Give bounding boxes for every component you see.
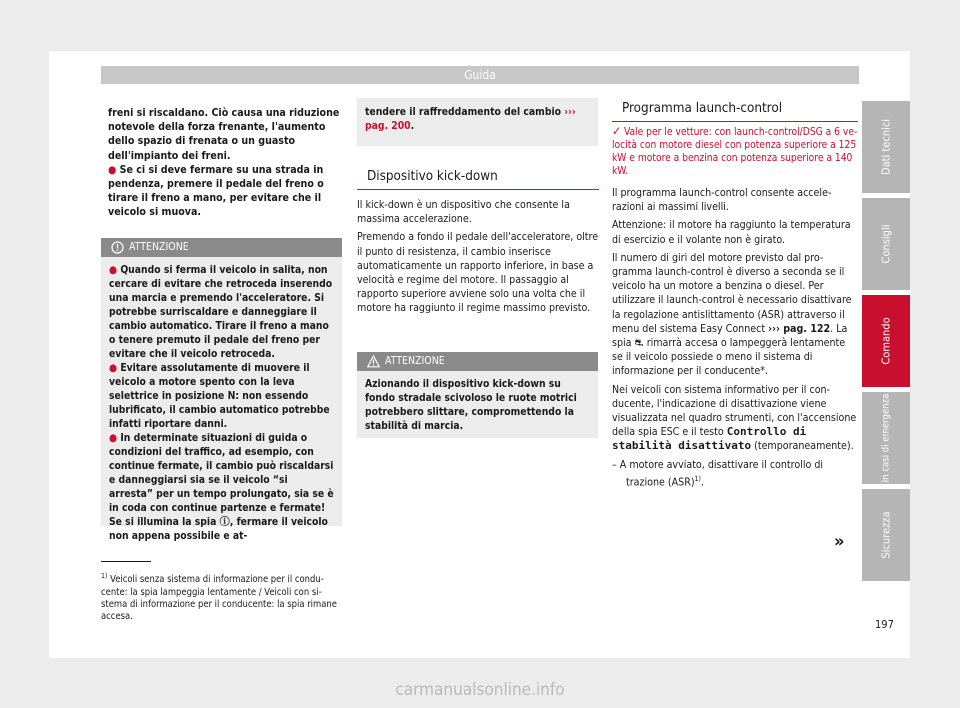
footnote (101, 570, 341, 624)
tab-emergenza[interactable] (862, 392, 910, 484)
tab-label: In casi di emergenza (880, 393, 892, 483)
continued-tail: . (410, 120, 415, 132)
footnote-mark: 1) (101, 572, 108, 580)
continued-text: tendere il raffreddamento del cambio (365, 106, 561, 118)
launch-p3 (612, 251, 858, 379)
tab-label: Sicurezza (879, 511, 893, 559)
launch-p1: Il programma launch-control consente accelerazioni ai massimi livelli. (612, 187, 832, 214)
warning-box-1 (101, 238, 342, 542)
checkmark-icon: ✓ (612, 124, 622, 138)
page-link[interactable]: ››› pag. 200 (365, 106, 576, 132)
tab-comando[interactable] (862, 295, 910, 387)
tab-label: Consigli (879, 224, 893, 264)
tab-consigli[interactable] (862, 198, 910, 290)
tab-label: Dati tecnici (879, 118, 893, 176)
warning-item (109, 361, 334, 431)
section-title-launch-control: Programma launch-control (622, 101, 783, 116)
warning-box-2 (357, 352, 598, 438)
kickdown-p2: Premendo a fondo il pedale dell'acceleratore, oltre il punto di resistenza, il cambio inserisce automaticamente un rapporto inferiore, in base a velocità e regime del motore. Il passaggio al rapporto superiore avviene solo una volta che il motore ha raggiunto il regime massimo previsto. (357, 231, 599, 315)
warning-text: Azionando il dispositivo kick-down su fondo stradale scivoloso le ruote motrici potrebbero slittare, compromettendo la stabilità di marcia. (365, 378, 577, 432)
warning-item-text: In determinate situazioni di guida o condizioni del traffico, ad esempio, con continue fermate, il cambio può riscaldarsi e danneggiarsi sia se il veicolo “si arresta” per un tempo prolungato, sia se è in coda con continue partenze e fermate! Se si illumina la spia ⓘ, fermare il veicolo non appena possibile e at- (109, 432, 334, 542)
col3-text (612, 125, 858, 490)
warning-item (109, 263, 334, 361)
warning-label: ATTENZIONE (129, 241, 189, 253)
warning-label: ATTENZIONE (385, 355, 445, 367)
continued-warning-body (357, 98, 598, 139)
bullet-text: Se ci si deve fermare su una strada in pendenza, premere il pedale del freno o tirare il freno a mano, per evitare che il veicolo si muova. (108, 163, 324, 219)
section-underline (357, 189, 599, 190)
validity-text: Vale per le vetture: con launch-control/DSG a 6 velocità con motore diesel con potenza superiore a 125 kW e motore a benzina con potenza superiore a 140 kW. (612, 127, 858, 177)
warning-item-text: Quando si ferma il veicolo in salita, non cercare di evitare che retroceda inserendo una marcia e premendo l'acceleratore. Si potrebbe surriscaldare e danneggiare il cambio automatico. Tirare il freno a mano o tenere premuto il pedale del freno per evitare che il veicolo retroceda. (109, 264, 333, 360)
launch-p4-tail: (temporaneamente). (754, 440, 854, 453)
tab-label: Comando (879, 317, 893, 365)
launch-p3-tail: . La spia ⛐ rimarrà accesa o lampeggerà lentamente se il veicolo possiede o meno il sistema di informazione per il conducente*. (612, 322, 848, 378)
section-title-kickdown: Dispositivo kick-down (367, 169, 498, 184)
tab-sicurezza[interactable] (862, 489, 910, 581)
footnote-divider (101, 561, 151, 562)
launch-p2: Attenzione: il motore ha raggiunto la temperatura di esercizio e il volante non è girato. (612, 219, 851, 246)
footnote-text: Veicoli senza sistema di informazione per il conducente: la spia lampeggia lentamente / Veicoli con sistema di informazione per il conducente: la spia rimane accesa. (101, 574, 337, 623)
warning-header (357, 352, 598, 371)
watermark: carmanualsonline.info (395, 680, 565, 700)
kickdown-p1: Il kick-down è un dispositivo che consente la massima accelerazione. (357, 199, 570, 226)
page-link[interactable]: ››› pag. 122 (768, 322, 831, 335)
info-circle-icon (111, 241, 124, 254)
continued-warning-box (357, 98, 598, 146)
tab-dati-tecnici[interactable] (862, 101, 910, 193)
warning-triangle-icon (367, 355, 380, 368)
step-item: – A motore avviato, disattivare il controllo di trazione (ASR)$^{1)}$. (612, 458, 824, 489)
validity-note (612, 125, 858, 178)
col2-text (357, 198, 600, 316)
bullet-dot-icon: ● (109, 264, 121, 276)
warning-item-text: Evitare assolutamente di muovere il veicolo a motore spento con la leva selettrice in posizione N: non essendo lubrificato, il cambio automatico potrebbe infatti riportare danni. (109, 362, 330, 430)
step-tail: . (701, 476, 705, 489)
continue-mark: » (834, 531, 845, 552)
warning-item (109, 431, 334, 543)
intro-text: freni si riscaldano. Ciò causa una riduzione notevole della forza frenante, l'aumento dello spazio di frenata o un guasto dell'impianto dei freni. (108, 107, 340, 162)
page-number: 197 (875, 618, 894, 631)
launch-p4-text: Nei veicoli con sistema informativo per il conducente, l'indicazione di disattivazione viene visualizzata nel quadro strumenti, con l'accensione della spia ESC e il testo (612, 383, 857, 439)
section-underline (612, 121, 858, 122)
warning-header (101, 238, 342, 257)
bullet-dot-icon: ● (109, 432, 121, 444)
col1-intro (108, 106, 340, 220)
footnote-ref: 1) (694, 474, 702, 483)
step-text: A motore avviato, disattivare il controllo di trazione (ASR) (619, 458, 824, 489)
launch-p3-text: Il numero di giri del motore previsto dal programma launch-control è diverso a seconda se il veicolo ha un motore a benzina o diesel. Per utilizzare il launch-control è necessario disattivare la regolazione antislittamento (ASR) attraverso il menu del sistema Easy Connect (612, 251, 852, 335)
bullet-item (108, 163, 340, 220)
page-header: Guida (101, 66, 859, 84)
bullet-dot-icon: ● (108, 163, 120, 176)
display-message: Controllo di stabilità disattivato (612, 425, 807, 453)
launch-p4 (612, 383, 858, 454)
warning-body (101, 257, 342, 549)
bullet-dot-icon: ● (109, 362, 121, 374)
